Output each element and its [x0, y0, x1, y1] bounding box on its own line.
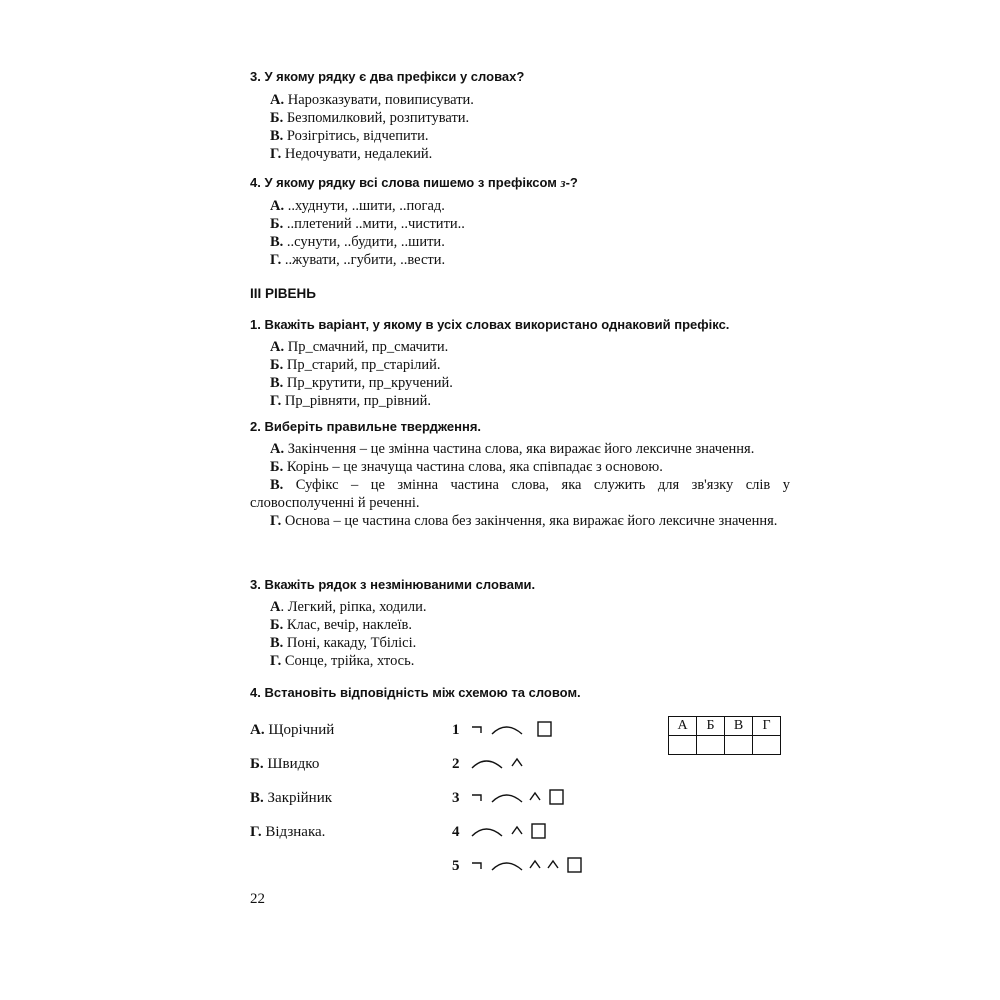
ending-box-icon — [538, 722, 551, 736]
root-arc-icon — [472, 761, 502, 768]
scheme-number: 2 — [452, 755, 460, 772]
level3-question-4-title: 4. Встановіть відповідність між схемою та словом. — [250, 685, 581, 700]
root-arc-icon — [492, 727, 522, 734]
option-v: В. Розігрітись, відчепити. — [270, 128, 429, 144]
morpheme-scheme-graphic — [468, 854, 588, 878]
statement-a: А. Закінчення – це змінна частина слова, яка виражає його лексичне значення. — [270, 441, 755, 457]
option-g: Г. Сонце, трійка, хтось. — [270, 653, 415, 669]
question-title: 1. Вкажіть варіант, у якому в усіх словах використано однаковий префікс. — [250, 317, 730, 332]
prefix-icon — [472, 795, 481, 801]
suffix-caret-icon — [530, 793, 540, 800]
answer-table — [668, 716, 781, 755]
option-g: Г. Недочувати, недалекий. — [270, 146, 433, 162]
level-heading: ІІІ РІВЕНЬ — [250, 286, 316, 301]
option-v: В. Поні, какаду, Тбілісі. — [270, 635, 417, 651]
statement-v: В. Суфікс – це змінна частина слова, яка служить для зв'язку слів у словосполученні й реченні. — [250, 477, 790, 511]
option-g: Г. ..жувати, ..губити, ..вести. — [270, 252, 446, 268]
answer-table-row — [669, 736, 781, 755]
ending-box-icon — [550, 790, 563, 804]
answer-header-g: Г — [753, 717, 781, 736]
morpheme-scheme-graphic — [468, 820, 578, 844]
option-a: А. Легкий, ріпка, ходили. — [270, 599, 427, 615]
question-title: 3. У якому рядку є два префікси у словах? — [250, 69, 525, 84]
question-title: 3. Вкажіть рядок з незмінюваними словами. — [250, 577, 536, 592]
match-word-a: А. Щорічний — [250, 722, 335, 738]
scheme-number: 3 — [452, 789, 460, 806]
option-v: В. Пр_крутити, пр_кручений. — [270, 375, 453, 391]
level3-question-2-block — [250, 418, 790, 530]
suffix-caret-icon — [512, 759, 522, 766]
answer-cell-g[interactable] — [753, 736, 781, 755]
root-arc-icon — [492, 795, 522, 802]
morpheme-scheme-graphic — [468, 786, 578, 810]
suffix-caret-icon — [548, 861, 558, 868]
question-4-block — [250, 174, 790, 269]
statement-g: Г. Основа – це частина слова без закінчення, яка виражає його лексичне значення. — [270, 513, 778, 529]
root-arc-icon — [472, 829, 502, 836]
answer-cell-v[interactable] — [725, 736, 753, 755]
scheme-number: 1 — [452, 721, 460, 738]
level3-question-3-block — [250, 576, 790, 670]
scheme-row-1 — [452, 718, 578, 742]
answer-header-b: Б — [697, 717, 725, 736]
level3-question-1-block — [250, 316, 790, 410]
prefix-icon — [472, 727, 481, 733]
morpheme-scheme-graphic — [468, 752, 578, 776]
option-v: В. ..сунути, ..будити, ..шити. — [270, 234, 445, 250]
option-b: Б. Безпомилковий, розпитувати. — [270, 110, 470, 126]
prefix-icon — [472, 863, 481, 869]
answer-cell-a[interactable] — [669, 736, 697, 755]
ending-box-icon — [532, 824, 545, 838]
scheme-row-4 — [452, 820, 578, 844]
root-arc-icon — [492, 863, 522, 870]
option-a: А. ..худнути, ..шити, ..погад. — [270, 198, 445, 214]
option-a: А. Пр_смачний, пр_смачити. — [270, 339, 449, 355]
answer-header-a: А — [669, 717, 697, 736]
match-word-b: Б. Швидко — [250, 756, 320, 772]
morpheme-scheme-graphic — [468, 718, 578, 742]
statement-b: Б. Корінь – це значуща частина слова, яка співпадає з основою. — [270, 459, 663, 475]
ending-box-icon — [568, 858, 581, 872]
suffix-caret-icon — [530, 861, 540, 868]
answer-header-v: В — [725, 717, 753, 736]
match-word-v: В. Закрійник — [250, 790, 333, 806]
scheme-row-3 — [452, 786, 578, 810]
suffix-caret-icon — [512, 827, 522, 834]
answer-table-header — [669, 717, 781, 736]
option-b: Б. ..плетений ..мити, ..чистити.. — [270, 216, 465, 232]
scheme-number: 4 — [452, 823, 460, 840]
option-b: Б. Клас, вечір, наклеїв. — [270, 617, 412, 633]
scheme-number: 5 — [452, 857, 460, 874]
answer-cell-b[interactable] — [697, 736, 725, 755]
page-number: 22 — [250, 891, 265, 907]
question-title: 2. Виберіть правильне твердження. — [250, 419, 482, 434]
option-b: Б. Пр_старий, пр_старілий. — [270, 357, 441, 373]
scheme-row-2 — [452, 752, 578, 776]
question-title: 4. У якому рядку всі слова пишемо з префіксом з-? — [250, 175, 578, 190]
question-3-block — [250, 68, 790, 163]
option-g: Г. Пр_рівняти, пр_рівний. — [270, 393, 432, 409]
match-word-g: Г. Відзнака. — [250, 824, 326, 840]
scheme-row-5 — [452, 854, 588, 878]
option-a: А. Нарозказувати, повиписувати. — [270, 92, 474, 108]
